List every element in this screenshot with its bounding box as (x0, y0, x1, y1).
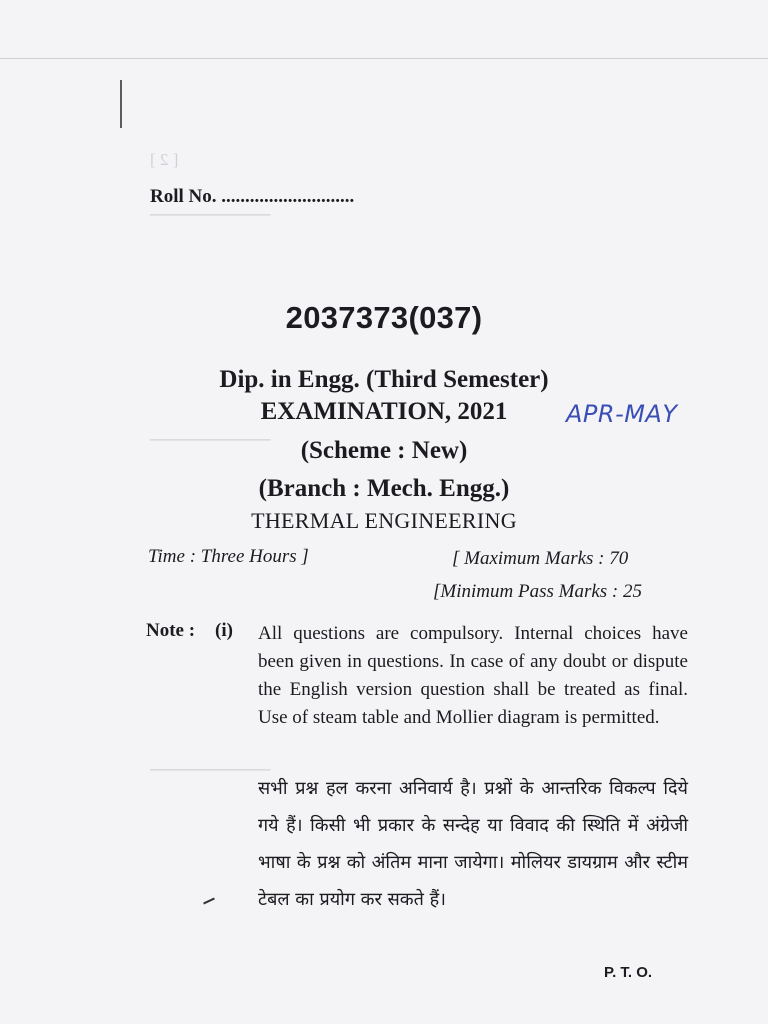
scheme-line: (Scheme : New) (300, 437, 468, 464)
branch-line: (Branch : Mech. Engg.) (258, 475, 510, 502)
subject-title: THERMAL ENGINEERING (251, 508, 517, 533)
exam-title: EXAMINATION, 2021 (260, 398, 508, 425)
course-title: Dip. in Engg. (Third Semester) (219, 366, 549, 393)
note-label: Note : (146, 620, 196, 641)
page-turn-indicator: P. T. O. (604, 964, 653, 981)
pen-mark (203, 898, 215, 905)
maximum-marks: [ Maximum Marks : 70 (452, 548, 629, 569)
show-through-text: ────────── (150, 205, 271, 224)
handwritten-session-note: APR-MAY (566, 400, 678, 428)
roll-number-field: Roll No. ............................ (150, 186, 355, 207)
margin-mark (120, 80, 122, 128)
show-through-text: ────────── (150, 430, 271, 449)
minimum-pass-marks: [Minimum Pass Marks : 25 (433, 581, 642, 602)
paper-code: 2037373(037) (285, 300, 483, 335)
page-edge-line (0, 58, 768, 59)
note-english-text: All questions are compulsory. Internal choices have been given in questions. In case of any doubt or dispute the English version question shall be treated as final. Use of steam table and Mollier diagram is permitted. (258, 623, 688, 728)
note-number: (i) (215, 620, 233, 641)
time-allowed: Time : Three Hours ] (148, 546, 309, 567)
note-hindi-text: सभी प्रश्न हल करना अनिवार्य है। प्रश्नों के आन्तरिक विकल्प दिये गये हैं। किसी भी प्रकार के सन्देह या विवाद की स्थिति में अंग्रेजी भाषा के प्रश्न को अंतिम माना जायेगा। मोलियर डायग्राम और स्टीम टेबल का प्रयोग कर सकते हैं। (258, 778, 688, 910)
show-through-text: [ 2 ] (150, 150, 179, 169)
show-through-text: ────────── (150, 760, 271, 779)
